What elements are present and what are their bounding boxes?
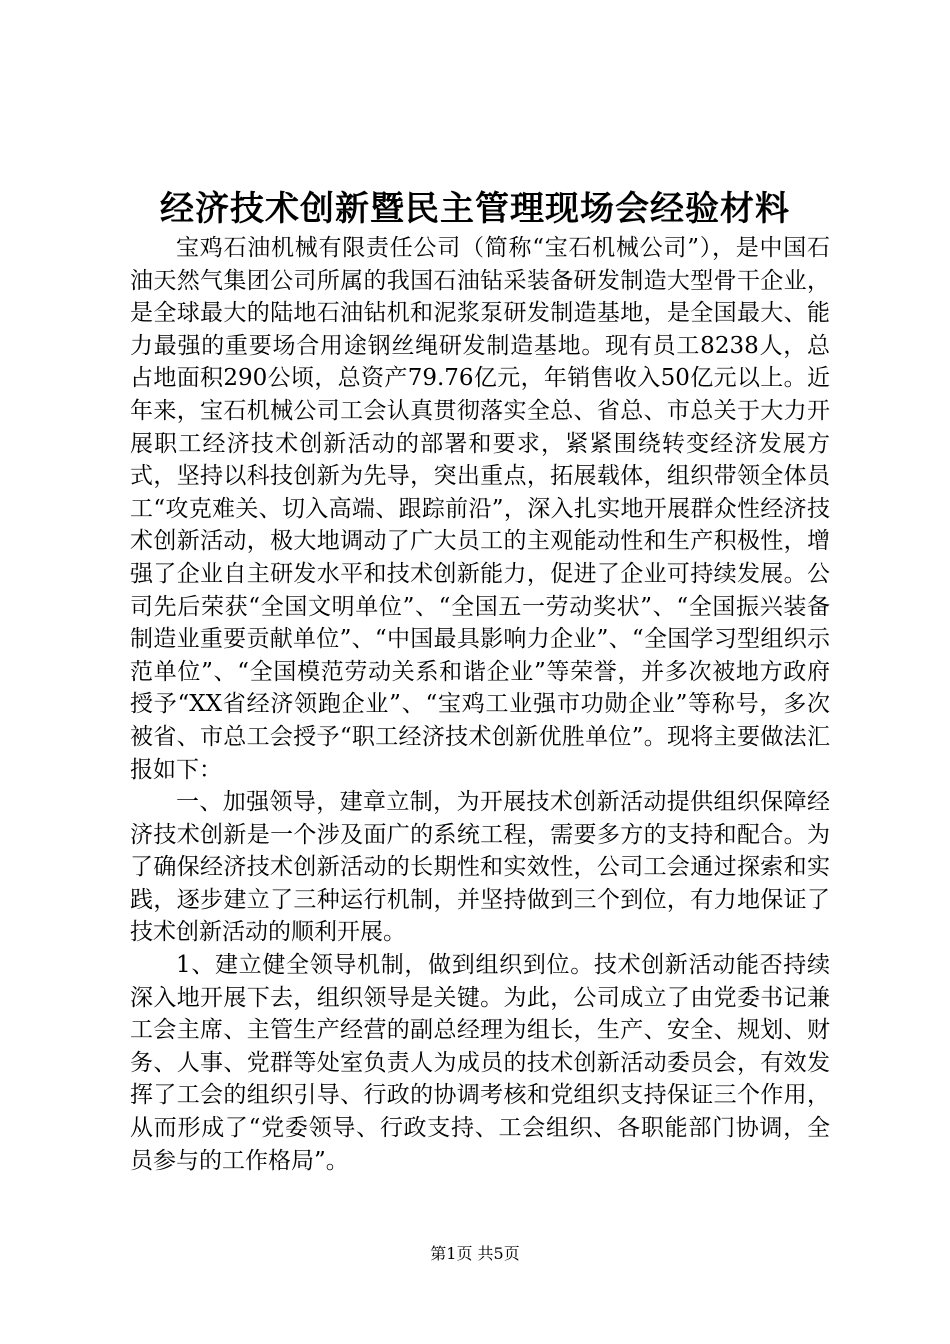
- page-footer: 第1页 共5页: [430, 1244, 520, 1263]
- paragraph-item-1: 1、建立健全领导机制，做到组织到位。技术创新活动能否持续深入地开展下去，组织领导是关键。为此，公司成立了由党委书记兼工会主席、主管生产经营的副总经理为组长，生产、安全、规划、财务、人事、党群等处室负责人为成员的技术创新活动委员会，有效发挥了工会的组织引导、行政的协调考核和党组织支持保证三个作用，从而形成了“党委领导、行政支持、工会组织、各职能部门协调，全员参与的工作格局”。: [130, 952, 830, 1174]
- document-title: 经济技术创新暨民主管理现场会经验材料: [160, 189, 790, 229]
- paragraph-section-1: 一、加强领导，建章立制，为开展技术创新活动提供组织保障经济技术创新是一个涉及面广的系统工程，需要多方的支持和配合。为了确保经济技术创新活动的长期性和实效性，公司工会通过探索和实践，逐步建立了三种运行机制，并坚持做到三个到位，有力地保证了技术创新活动的顺利开展。: [130, 789, 830, 946]
- paragraph-intro: 宝鸡石油机械有限责任公司（简称“宝石机械公司”），是中国石油天然气集团公司所属的我国石油钻采装备研发制造大型骨干企业，是全球最大的陆地石油钻机和泥浆泵研发制造基地，是全国最大、能力最强的重要场合用途钢丝绳研发制造基地。现有员工8238人，总占地面积290公顷，总资产79.76亿元，年销售收入50亿元以上。近年来，宝石机械公司工会认真贯彻落实全总、省总、市总关于大力开展职工经济技术创新活动的部署和要求，紧紧围绕转变经济发展方式，坚持以科技创新为先导，突出重点，拓展载体，组织带领全体员工“攻克难关、切入高端、跟踪前沿”，深入扎实地开展群众性经济技术创新活动，极大地调动了广大员工的主观能动性和生产积极性，增强了企业自主研发水平和技术创新能力，促进了企业可持续发展。公司先后荣获“全国文明单位”、“全国五一劳动奖状”、“全国振兴装备制造业重要贡献单位”、“中国最具影响力企业”、“全国学习型组织示范单位”、“全国模范劳动关系和谐企业”等荣誉，并多次被地方政府授予“XX省经济领跑企业”、“宝鸡工业强市功勋企业”等称号，多次被省、市总工会授予“职工经济技术创新优胜单位”。现将主要做法汇报如下：: [130, 235, 830, 783]
- document-body: [130, 232, 830, 1177]
